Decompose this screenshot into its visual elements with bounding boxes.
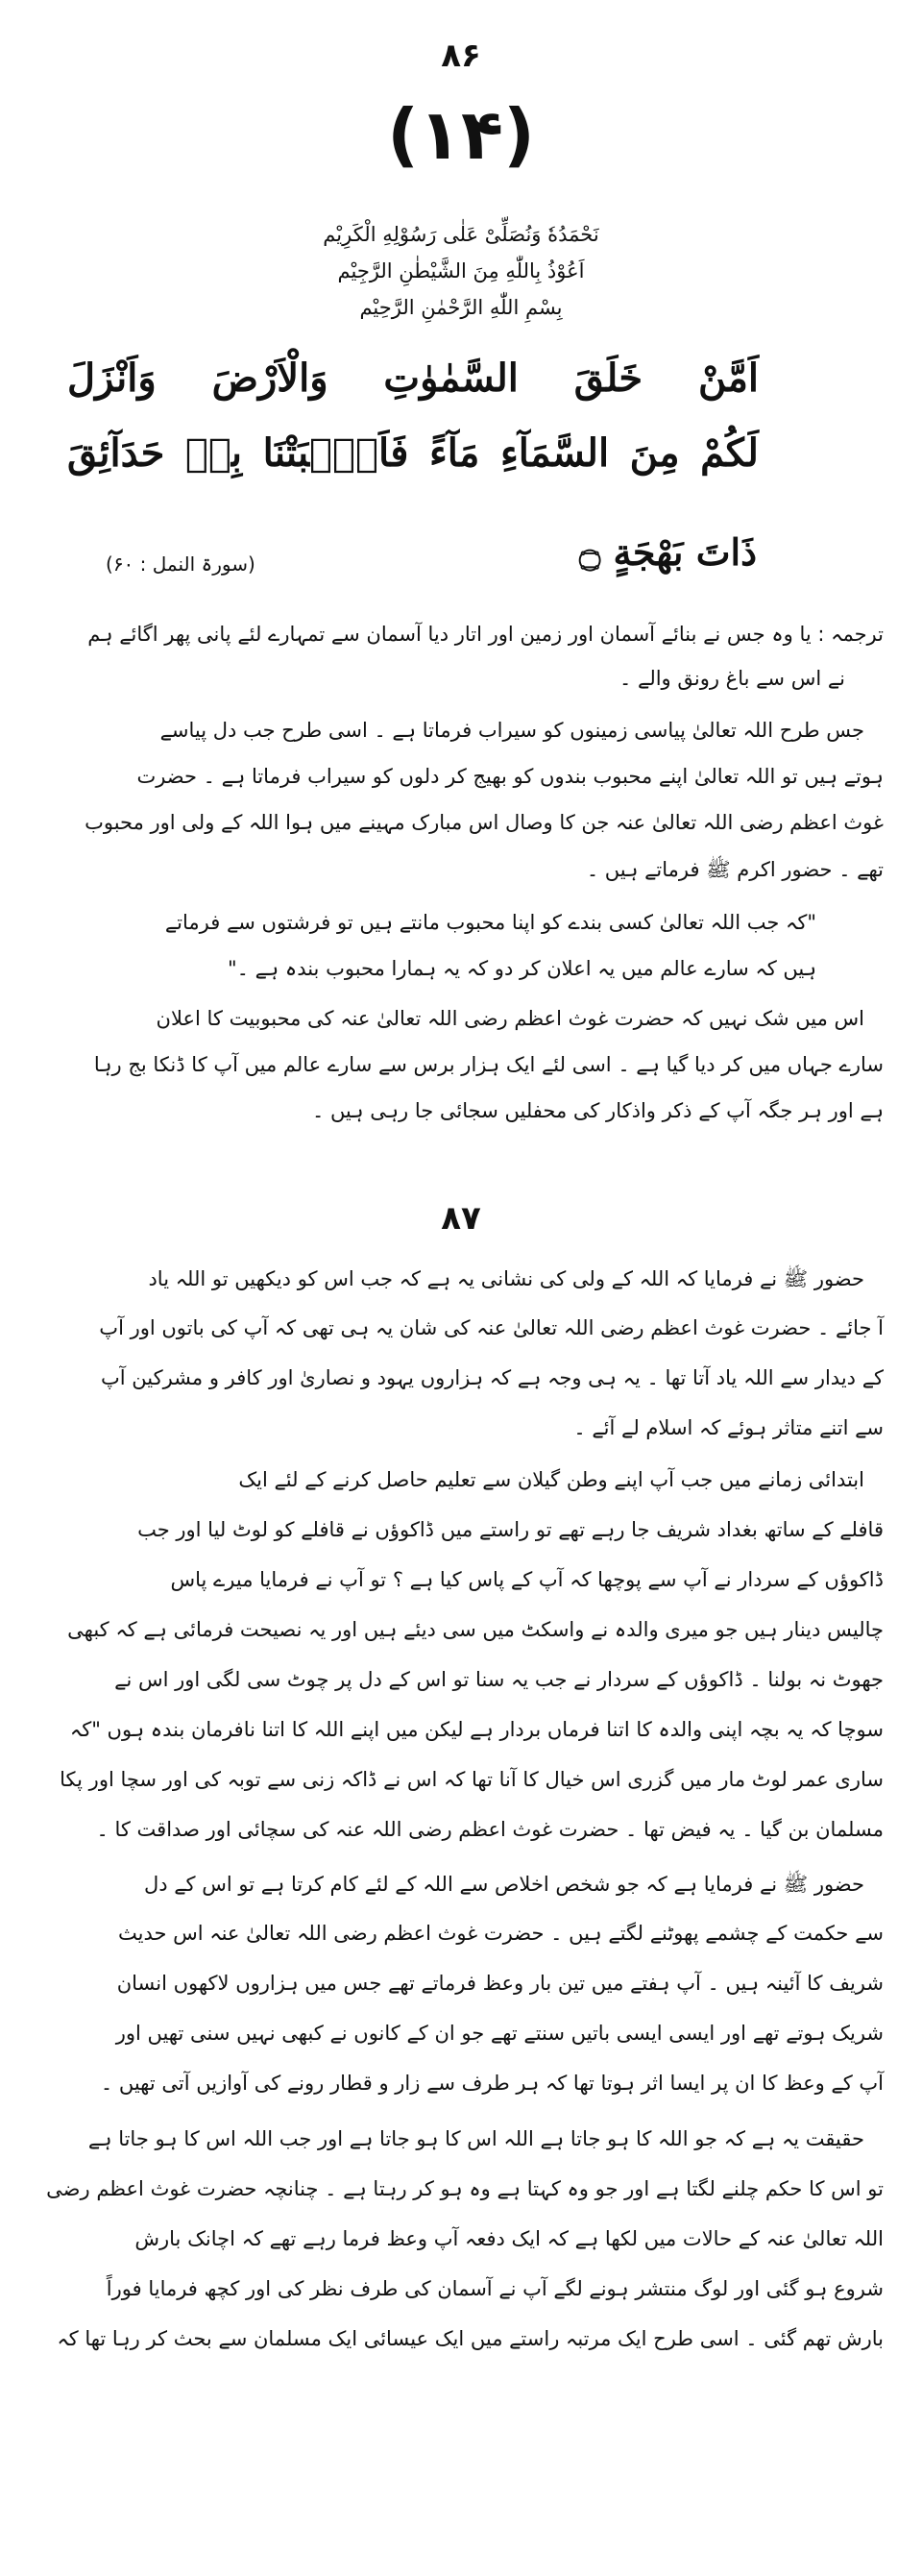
- text-line: جھوٹ نہ بولنا ۔ ڈاکوؤں کے سردار نے جب یہ سنا تو اس کے دل پر چوٹ سی لگی اور اس نے: [114, 1668, 884, 1691]
- quran-verse-line-1: اَمَّنْ خَلَقَ السَّمٰوٰتِ وَالْاَرْضَ وَاَنْزَلَ: [67, 356, 759, 401]
- text-line: شروع ہو گئی اور لوگ منتشر ہونے لگے آپ نے آسمان کی طرف نظر کی اور کچھ فرمایا فوراً: [106, 2277, 884, 2300]
- invocation-line-2: اَعُوْذُ بِاللّٰهِ مِنَ الشَّیْطٰنِ الرَّجِیْم: [337, 259, 585, 282]
- page-number-87: ۸۷: [441, 1199, 481, 1238]
- text-line: بارش تھم گئی ۔ اسی طرح ایک مرتبہ راستے میں ایک عیسائی ایک مسلمان سے بحث کر رہا تھا کہ: [57, 2327, 884, 2350]
- text-line: غوث اعظم رضی اللہ تعالیٰ عنہ جن کا وصال اس مبارک مہینے میں ہوا اللہ کے ولی اور محبوب: [85, 811, 884, 834]
- text-line: تو اس کا حکم چلنے لگتا ہے اور جو وہ کہتا ہے وہ ہو کر رہتا ہے ۔ چنانچہ حضرت غوث اعظم رضی: [46, 2177, 884, 2200]
- text-line: "کہ جب اللہ تعالیٰ کسی بندے کو اپنا محبوب مانتے ہیں تو فرشتوں سے فرماتے: [164, 911, 816, 934]
- text-line: اس میں شک نہیں کہ حضرت غوث اعظم رضی اللہ تعالیٰ عنہ کی محبوبیت کا اعلان: [156, 1007, 864, 1030]
- paragraph-4: [38, 1468, 884, 1868]
- text-line: ہے اور ہر جگہ آپ کے ذکر واذکار کی محفلیں سجائی جا رہی ہیں ۔: [311, 1099, 884, 1122]
- translation-paragraph: [38, 623, 884, 711]
- paragraph-6: [38, 2127, 884, 2377]
- text-line: کے دیدار سے اللہ یاد آتا تھا ۔ یہ ہی وجہ ہے کہ ہزاروں یہود و نصاریٰ اور کافر و مشرکین آپ: [101, 1366, 884, 1389]
- text-line: حضور ﷺ نے فرمایا کہ اللہ کے ولی کی نشانی یہ ہے کہ جب اس کو دیکھیں تو اللہ یاد: [148, 1267, 864, 1290]
- text-line: ترجمہ : یا وہ جس نے بنائے آسمان اور زمین اور اتار دیا آسمان سے تمہارے لئے پانی پھر اگائے ہم: [87, 623, 884, 646]
- text-line: قافلے کے ساتھ بغداد شریف جا رہے تھے تو راستے میں ڈاکوؤں نے قافلے کو لوٹ لیا اور جب: [137, 1518, 884, 1541]
- invocation-line-1: نَحْمَدُهٗ وَنُصَلِّیْ عَلٰی رَسُوْلِهِ الْکَرِیْم: [323, 223, 599, 246]
- text-line: مسلمان بن گیا ۔ یہ فیض تھا ۔ حضرت غوث اعظم رضی اللہ عنہ کی سچائی اور صداقت کا ۔: [96, 1818, 884, 1841]
- paragraph-5: [38, 1872, 884, 2122]
- paragraph-2: [38, 1007, 884, 1145]
- text-line: ہیں کہ سارے عالم میں یہ اعلان کر دو کہ یہ ہمارا محبوب بندہ ہے ۔": [227, 957, 816, 980]
- text-line: شریف کا آئینہ ہیں ۔ آپ ہفتے میں تین بار وعظ فرماتے تھے جس میں ہزاروں لاکھوں انسان: [116, 1972, 884, 1995]
- verse-reference: (سورۃ النمل : ۶۰): [106, 552, 255, 576]
- text-line: سارے جہاں میں کر دیا گیا ہے ۔ اسی لئے ایک ہزار برس سے سارے عالم میں آپ کا ڈنکا بج رہا: [93, 1053, 884, 1076]
- paragraph-3: [38, 1266, 884, 1466]
- text-line: ابتدائی زمانے میں جب آپ اپنے وطن گیلان سے تعلیم حاصل کرنے کے لئے ایک: [238, 1468, 864, 1491]
- paragraph-1: [38, 719, 884, 903]
- text-line: سے حکمت کے چشمے پھوٹنے لگتے ہیں ۔ حضرت غوث اعظم رضی اللہ تعالیٰ عنہ اس حدیث: [117, 1922, 884, 1945]
- quran-verse-line-2: لَکُمْ مِنَ السَّمَآءِ مَآءً فَاَنْۢبَتْنَا بِهٖ حَدَآئِقَ: [67, 430, 759, 476]
- text-line: سے اتنے متاثر ہوئے کہ اسلام لے آئے ۔: [573, 1416, 884, 1439]
- text-line: نے اس سے باغ رونق والے ۔: [619, 667, 845, 690]
- text-line: چالیس دینار ہیں جو میری والدہ نے واسکٹ میں سی دیئے ہیں اور یہ نصیحت فرمائی ہے کہ کبھی: [67, 1618, 884, 1641]
- hadith-quote: [86, 911, 816, 1003]
- text-line: سوچا کہ یہ بچہ اپنی والدہ کا اتنا فرماں بردار ہے لیکن میں اپنے اللہ کا اتنا نافرمان بندہ ہوں "کہ: [69, 1718, 884, 1741]
- text-line: تھے ۔ حضور اکرم ﷺ فرماتے ہیں ۔: [586, 858, 884, 881]
- text-line: شریک ہوتے تھے اور ایسی ایسی باتیں سنتے تھے جو ان کے کانوں نے کبھی نہیں سنی تھیں اور: [115, 2022, 884, 2045]
- quran-verse-line-3: ذَاتَ بَهْجَةٍ ۝: [579, 530, 757, 574]
- text-line: ڈاکوؤں کے سردار نے آپ سے پوچھا کہ آپ کے پاس کیا ہے ؟ تو آپ نے فرمایا میرے پاس: [170, 1568, 884, 1591]
- text-line: ہوتے ہیں تو اللہ تعالیٰ اپنے محبوب بندوں کو بھیج کر دلوں کو سیراب فرماتا ہے ۔ حضرت: [136, 765, 884, 788]
- section-number: (۱۴): [387, 94, 535, 175]
- text-line: آ جائے ۔ حضرت غوث اعظم رضی اللہ تعالیٰ عنہ کی شان یہ ہی تھی کہ آپ کی باتوں اور آپ: [99, 1316, 884, 1339]
- text-line: اللہ تعالیٰ عنہ کے حالات میں لکھا ہے کہ ایک دفعہ آپ وعظ فرما رہے تھے کہ اچانک بارش: [134, 2227, 884, 2250]
- text-line: آپ کے وعظ کا ان پر ایسا اثر ہوتا تھا کہ ہر طرف سے زار و قطار رونے کی آوازیں آتی تھیں ۔: [100, 2072, 884, 2095]
- invocation-line-3: بِسْمِ اللّٰهِ الرَّحْمٰنِ الرَّحِیْم: [359, 296, 563, 319]
- text-line: حضور ﷺ نے فرمایا ہے کہ جو شخص اخلاص سے اللہ کے لئے کام کرتا ہے تو اس کے دل: [143, 1873, 864, 1896]
- page-number-86: ۸۶: [441, 37, 481, 75]
- text-line: جس طرح اللہ تعالیٰ پیاسی زمینوں کو سیراب فرماتا ہے ۔ اسی طرح جب دل پیاسے: [159, 719, 864, 742]
- text-line: ساری عمر لوٹ مار میں گزری اس خیال کا آنا تھا کہ اس نے ڈاکہ زنی سے توبہ کی اور سچا اور پکا: [60, 1768, 884, 1791]
- text-line: حقیقت یہ ہے کہ جو اللہ کا ہو جاتا ہے اللہ اس کا ہو جاتا ہے اور جب اللہ اس کا ہو جاتا ہے: [87, 2127, 864, 2150]
